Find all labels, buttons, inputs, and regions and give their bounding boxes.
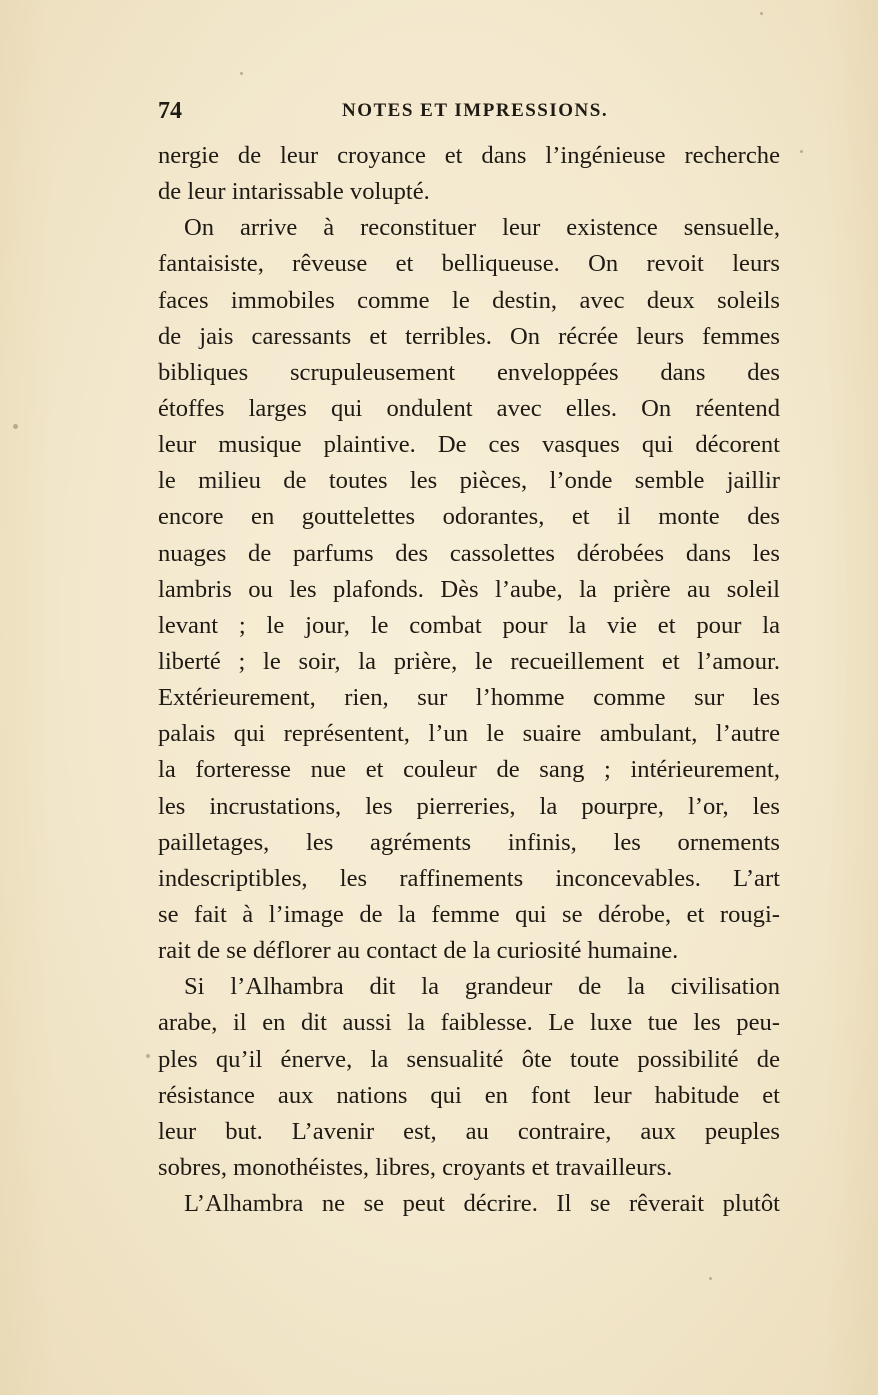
text-line: liberté ; le soir, la prière, le recueillement et l’amour. [158, 647, 780, 675]
text-line: bibliques scrupuleusement enveloppées dans des [158, 358, 780, 386]
text-line: levant ; le jour, le combat pour la vie et pour la [158, 611, 780, 639]
text-line: fantaisiste, rêveuse et belliqueuse. On revoit leurs [158, 250, 780, 278]
text-line: de jais caressants et terribles. On récrée leurs femmes [158, 322, 780, 350]
text-line: indescriptibles, les raffinements inconcevables. L’art [158, 864, 780, 892]
text-line: ples qu’il énerve, la sensualité ôte toute possibilité de [158, 1045, 780, 1073]
paper-speck [760, 12, 763, 15]
text-line: L’Alhambra ne se peut décrire. Il se rêverait plutôt [184, 1190, 780, 1218]
text-line: les incrustations, les pierreries, la pourpre, l’or, les [158, 792, 780, 820]
text-line: Extérieurement, rien, sur l’homme comme sur les [158, 684, 780, 712]
text-line: lambris ou les plafonds. Dès l’aube, la prière au soleil [158, 575, 780, 603]
text-line: sobres, monothéistes, libres, croyants et travailleurs. [158, 1153, 673, 1181]
text-line: résistance aux nations qui en font leur habitude et [158, 1081, 780, 1109]
text-line: de leur intarissable volupté. [158, 178, 430, 206]
running-title: NOTES ET IMPRESSIONS. [342, 100, 609, 121]
text-line: encore en gouttelettes odorantes, et il monte des [158, 503, 780, 531]
text-line: rait de se déflorer au contact de la curiosité humaine. [158, 937, 679, 965]
text-line: nuages de parfums des cassolettes dérobées dans les [158, 539, 780, 567]
text-line: pailletages, les agréments infinis, les ornements [158, 828, 780, 856]
text-line: le milieu de toutes les pièces, l’onde semble jaillir [158, 467, 780, 495]
paper-speck [800, 150, 803, 153]
body-text [158, 138, 780, 1222]
text-line: On arrive à reconstituer leur existence sensuelle, [184, 214, 780, 242]
paper-speck [146, 1054, 150, 1058]
text-line: la forteresse nue et couleur de sang ; intérieurement, [158, 756, 780, 784]
text-line: se fait à l’image de la femme qui se dérobe, et rougi- [158, 900, 780, 928]
paper-speck [240, 72, 243, 75]
text-line: arabe, il en dit aussi la faiblesse. Le luxe tue les peu- [158, 1009, 780, 1037]
text-line: faces immobiles comme le destin, avec deux soleils [158, 286, 780, 314]
page-number: 74 [158, 98, 182, 124]
text-line: nergie de leur croyance et dans l’ingénieuse recherche [158, 142, 780, 169]
text-line: leur musique plaintive. De ces vasques qui décorent [158, 431, 780, 459]
paper-speck [709, 1277, 712, 1280]
running-head [158, 98, 780, 132]
text-line: palais qui représentent, l’un le suaire ambulant, l’autre [158, 720, 780, 748]
paper-speck [13, 424, 18, 429]
text-line: leur but. L’avenir est, au contraire, aux peuples [158, 1117, 780, 1145]
text-line: étoffes larges qui ondulent avec elles. On réentend [158, 394, 780, 422]
text-line: Si l’Alhambra dit la grandeur de la civilisation [184, 973, 780, 1001]
